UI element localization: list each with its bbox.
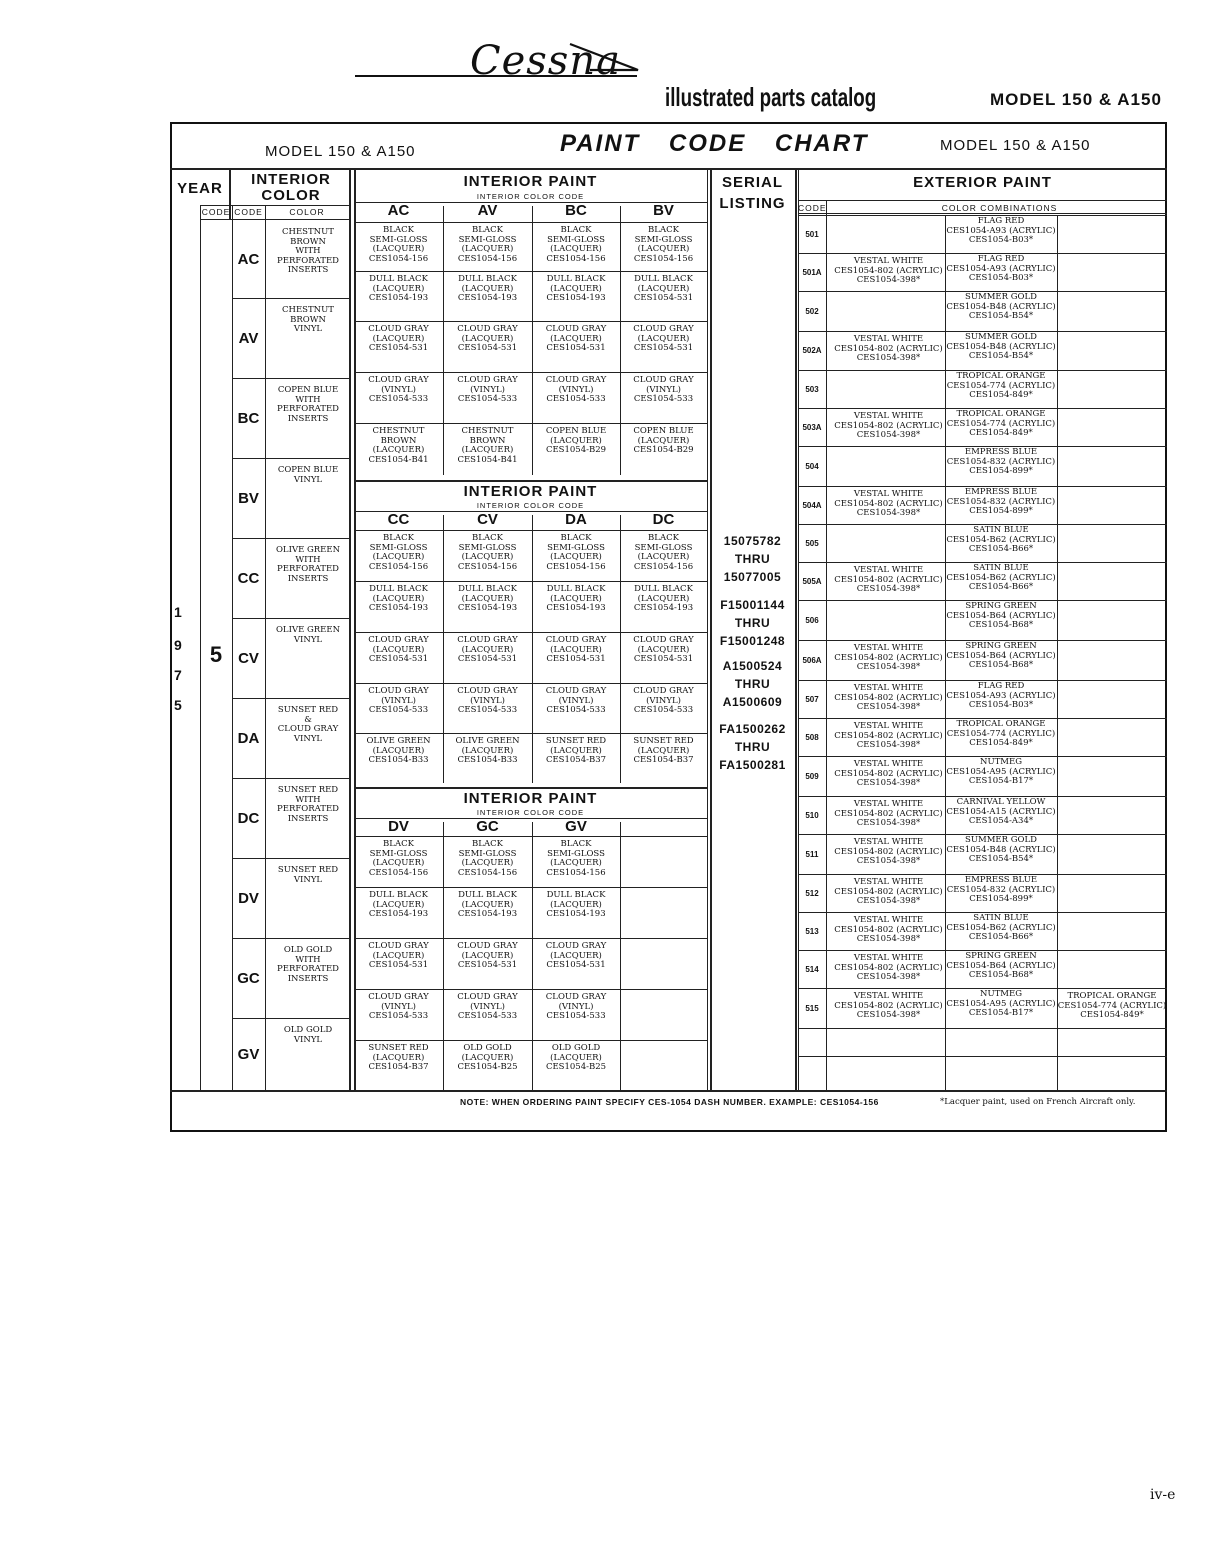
interior-color-label: INTERIOR COLOR <box>251 171 331 204</box>
exterior-color-1: VESTAL WHITE CES1054-802 (ACRYLIC) CES1054-398* <box>834 683 943 712</box>
paint-cell: CLOUD GRAY (LACQUER) CES1054-531 <box>545 324 607 353</box>
interior-color-da: SUNSET RED & CLOUD GRAY VINYL <box>277 705 339 744</box>
exterior-code-501a: 501A <box>802 267 822 277</box>
paint-block-rule <box>354 787 707 789</box>
exterior-sub-rule <box>798 200 1167 201</box>
interior-color-bc: COPEN BLUE WITH PERFORATED INSERTS <box>277 385 339 424</box>
exterior-color-2: SATIN BLUE CES1054-B62 (ACRYLIC) CES1054-B66* <box>946 563 1056 592</box>
exterior-color-2: SUMMER GOLD CES1054-B48 (ACRYLIC) CES1054-B54* <box>946 332 1056 361</box>
paint-row-rule <box>354 632 707 633</box>
paint-block-rule <box>354 480 707 482</box>
paint-cell: DULL BLACK (LACQUER) CES1054-193 <box>457 274 518 303</box>
year-sub-rule <box>200 205 349 206</box>
exterior-color-2: EMPRESS BLUE CES1054-832 (ACRYLIC) CES1054-899* <box>946 487 1056 516</box>
paint-cell: CLOUD GRAY (VINYL) CES1054-533 <box>545 992 607 1021</box>
interior-color-code-label-2: INTERIOR COLOR CODE <box>476 501 585 510</box>
exterior-code-505: 505 <box>805 538 819 548</box>
exterior-code-503a: 503A <box>802 422 822 432</box>
paint-cell: CLOUD GRAY (LACQUER) CES1054-531 <box>545 635 607 664</box>
paint-cell: DULL BLACK (LACQUER) CES1054-193 <box>457 584 518 613</box>
chart-model-right: MODEL 150 & A150 <box>940 137 1091 154</box>
exterior-code-503: 503 <box>805 384 819 394</box>
paint-cell: CLOUD GRAY (VINYL) CES1054-533 <box>457 686 518 715</box>
paint-code-da: DA <box>565 511 587 528</box>
paint-cell: CLOUD GRAY (LACQUER) CES1054-531 <box>457 324 518 353</box>
serial-listing-label: SERIAL LISTING <box>719 174 786 212</box>
exterior-color-2: NUTMEG CES1054-A95 (ACRYLIC) CES1054-B17* <box>946 757 1056 786</box>
paint-cell: DULL BLACK (LACQUER) CES1054-193 <box>546 584 606 613</box>
exterior-row-rule <box>798 1028 1167 1029</box>
exterior-color-2: TROPICAL ORANGE CES1054-774 (ACRYLIC) CES1054-849* <box>946 719 1056 748</box>
exterior-color-2: SPRING GREEN CES1054-B64 (ACRYLIC) CES1054-B68* <box>946 601 1056 630</box>
exterior-code-511: 511 <box>805 849 819 859</box>
paint-cell: CLOUD GRAY (VINYL) CES1054-533 <box>545 375 607 404</box>
exterior-code-512: 512 <box>805 888 819 898</box>
paint-cell: DULL BLACK (LACQUER) CES1054-193 <box>368 584 429 613</box>
exterior-color-1: VESTAL WHITE CES1054-802 (ACRYLIC) CES1054-398* <box>834 877 943 906</box>
paint-cell: OLD GOLD (LACQUER) CES1054-B25 <box>545 1043 607 1072</box>
paint-cell: DULL BLACK (LACQUER) CES1054-193 <box>368 274 429 303</box>
paint-cell: DULL BLACK (LACQUER) CES1054-193 <box>546 890 606 919</box>
exterior-color-2: SUMMER GOLD CES1054-B48 (ACRYLIC) CES1054-B54* <box>946 292 1056 321</box>
paint-cell: BLACK SEMI-GLOSS (LACQUER) CES1054-156 <box>546 839 606 878</box>
paint-cell: CLOUD GRAY (VINYL) CES1054-533 <box>368 992 429 1021</box>
paint-cell: COPEN BLUE (LACQUER) CES1054-B29 <box>633 426 694 455</box>
paint-col-rule <box>620 822 621 1090</box>
chart-model-left: MODEL 150 & A150 <box>265 143 416 160</box>
paint-cell: CHESTNUT BROWN (LACQUER) CES1054-B41 <box>368 426 429 465</box>
interior-color-ac: CHESTNUT BROWN WITH PERFORATED INSERTS <box>277 227 339 275</box>
exterior-color-1: VESTAL WHITE CES1054-802 (ACRYLIC) CES1054-398* <box>834 953 943 982</box>
paint-code-dc: DC <box>652 511 675 528</box>
exterior-code-502a: 502A <box>802 346 822 355</box>
year-digit: 7 <box>174 667 182 683</box>
serial-range-1: 15075782 THRU 15077005 <box>723 534 782 584</box>
exterior-code-509: 509 <box>805 771 819 781</box>
interior-paint-label-3: INTERIOR PAINT <box>463 790 598 807</box>
paint-row-rule <box>354 1040 707 1041</box>
paint-row-rule <box>354 530 707 531</box>
exterior-color-2: FLAG RED CES1054-A93 (ACRYLIC) CES1054-B03* <box>946 254 1056 283</box>
paint-cell: BLACK SEMI-GLOSS (LACQUER) CES1054-156 <box>457 225 518 264</box>
serial-range-3: A1500524 THRU A1500609 <box>722 659 783 709</box>
year-sub-rule-bottom <box>200 219 349 220</box>
paint-cell: DULL BLACK (LACQUER) CES1054-193 <box>546 274 606 303</box>
paint-row-rule <box>354 581 707 582</box>
paint-cell: CLOUD GRAY (VINYL) CES1054-533 <box>368 375 429 404</box>
paint-row-rule <box>354 321 707 322</box>
year-digit: 5 <box>174 697 182 713</box>
exterior-color-1: VESTAL WHITE CES1054-802 (ACRYLIC) CES1054-398* <box>834 334 943 363</box>
exterior-color-2: CARNIVAL YELLOW CES1054-A15 (ACRYLIC) CES1054-A34* <box>946 797 1056 826</box>
serial-left-inner <box>707 168 708 1090</box>
paint-row-rule <box>354 271 707 272</box>
paint-cell: DULL BLACK (LACQUER) CES1054-193 <box>633 584 694 613</box>
interior-code-dv: DV <box>238 889 259 907</box>
paint-cell: BLACK SEMI-GLOSS (LACQUER) CES1054-156 <box>546 225 606 264</box>
paint-row-rule <box>354 423 707 424</box>
paint-cell: COPEN BLUE (LACQUER) CES1054-B29 <box>545 426 607 455</box>
paint-cell: SUNSET RED (LACQUER) CES1054-B37 <box>545 736 607 765</box>
paint-row-rule <box>354 222 707 223</box>
paint-cell: BLACK SEMI-GLOSS (LACQUER) CES1054-156 <box>457 533 518 572</box>
exterior-color-1: VESTAL WHITE CES1054-802 (ACRYLIC) CES1054-398* <box>834 256 943 285</box>
paint-code-cc: CC <box>387 511 410 528</box>
paint-cell: CLOUD GRAY (LACQUER) CES1054-531 <box>368 941 429 970</box>
interior-color-av: CHESTNUT BROWN VINYL <box>282 305 334 334</box>
exterior-code-504: 504 <box>805 461 819 471</box>
paint-row-rule <box>354 372 707 373</box>
exterior-color-2: TROPICAL ORANGE CES1054-774 (ACRYLIC) CES1054-849* <box>946 371 1056 400</box>
exterior-code-505a: 505A <box>802 576 822 586</box>
paint-cell: SUNSET RED (LACQUER) CES1054-B37 <box>633 736 694 765</box>
paint-cell: CLOUD GRAY (VINYL) CES1054-533 <box>633 686 694 715</box>
paint-cell: CLOUD GRAY (VINYL) CES1054-533 <box>633 375 694 404</box>
paint-cell: OLIVE GREEN (LACQUER) CES1054-B33 <box>366 736 431 765</box>
interior-code-gc: GC <box>237 969 260 987</box>
paint-row-rule <box>354 938 707 939</box>
interior-code-gv: GV <box>237 1045 260 1063</box>
header-divider <box>170 168 1167 170</box>
exterior-color-2: SATIN BLUE CES1054-B62 (ACRYLIC) CES1054-B66* <box>946 525 1056 554</box>
exterior-color-1: VESTAL WHITE CES1054-802 (ACRYLIC) CES1054-398* <box>834 643 943 672</box>
exterior-code-513: 513 <box>805 926 819 936</box>
paint-row-rule <box>354 989 707 990</box>
paint-cell: CLOUD GRAY (LACQUER) CES1054-531 <box>368 324 429 353</box>
interior-code-cv: CV <box>238 649 259 667</box>
paint-cell: BLACK SEMI-GLOSS (LACQUER) CES1054-156 <box>633 533 694 572</box>
paint-cell: CLOUD GRAY (LACQUER) CES1054-531 <box>633 635 694 664</box>
exterior-color-1: VESTAL WHITE CES1054-802 (ACRYLIC) CES1054-398* <box>834 915 943 944</box>
exterior-color-2: EMPRESS BLUE CES1054-832 (ACRYLIC) CES1054-899* <box>946 447 1056 476</box>
chart-title: PAINT CODE CHART <box>560 130 869 157</box>
exterior-code-506: 506 <box>805 615 819 625</box>
exterior-code-515: 515 <box>805 1003 819 1013</box>
paint-cell: CLOUD GRAY (LACQUER) CES1054-531 <box>457 941 518 970</box>
exterior-color-2: NUTMEG CES1054-A95 (ACRYLIC) CES1054-B17* <box>946 989 1056 1018</box>
interior-code-da: DA <box>237 729 260 747</box>
interior-code-cc: CC <box>237 569 260 587</box>
exterior-color-2: SPRING GREEN CES1054-B64 (ACRYLIC) CES1054-B68* <box>946 951 1056 980</box>
exterior-color-1: VESTAL WHITE CES1054-802 (ACRYLIC) CES1054-398* <box>834 991 943 1020</box>
paint-cell: OLD GOLD (LACQUER) CES1054-B25 <box>457 1043 518 1072</box>
cessna-logo: Cessna <box>470 38 621 84</box>
lacquer-footnote: *Lacquer paint, used on French Aircraft only. <box>940 1097 1136 1107</box>
exterior-code-508: 508 <box>805 732 819 742</box>
interior-code-label: CODE <box>234 207 263 217</box>
exterior-color-1: VESTAL WHITE CES1054-802 (ACRYLIC) CES1054-398* <box>834 837 943 866</box>
paint-code-gv: GV <box>565 818 587 835</box>
paint-code-av: AV <box>477 202 498 219</box>
paint-cell: BLACK SEMI-GLOSS (LACQUER) CES1054-156 <box>368 533 429 572</box>
paint-cell: SUNSET RED (LACQUER) CES1054-B37 <box>368 1043 429 1072</box>
exterior-paint-label: EXTERIOR PAINT <box>913 174 1052 191</box>
paint-row-rule <box>354 887 707 888</box>
interior-color-dc: SUNSET RED WITH PERFORATED INSERTS <box>277 785 339 824</box>
year-code-label: CODE <box>201 207 231 217</box>
paint-cell: CLOUD GRAY (VINYL) CES1054-533 <box>457 992 518 1021</box>
page-number: iv-e <box>1150 1487 1176 1503</box>
interior-paint-label-2: INTERIOR PAINT <box>463 483 598 500</box>
interior-color-gc: OLD GOLD WITH PERFORATED INSERTS <box>277 945 339 984</box>
exterior-color-1: VESTAL WHITE CES1054-802 (ACRYLIC) CES1054-398* <box>834 759 943 788</box>
exterior-color-2: EMPRESS BLUE CES1054-832 (ACRYLIC) CES1054-899* <box>946 875 1056 904</box>
year-code: 5 <box>209 642 223 667</box>
exterior-code-507: 507 <box>805 694 819 704</box>
paint-cell: CLOUD GRAY (VINYL) CES1054-533 <box>545 686 607 715</box>
paint-cell: CLOUD GRAY (LACQUER) CES1054-531 <box>457 635 518 664</box>
paint-cell: CLOUD GRAY (LACQUER) CES1054-531 <box>633 324 694 353</box>
paint-code-bv: BV <box>653 202 674 219</box>
exterior-code-514: 514 <box>805 964 819 974</box>
exterior-color-1: VESTAL WHITE CES1054-802 (ACRYLIC) CES1054-398* <box>834 411 943 440</box>
interior-color-bv: COPEN BLUE VINYL <box>277 465 339 485</box>
exterior-color-2: SUMMER GOLD CES1054-B48 (ACRYLIC) CES1054-B54* <box>946 835 1056 864</box>
year-label: YEAR <box>177 180 223 197</box>
paint-cell: CHESTNUT BROWN (LACQUER) CES1054-B41 <box>457 426 518 465</box>
exterior-code-label: CODE <box>798 203 827 213</box>
interior-color-cv: OLIVE GREEN VINYL <box>275 625 341 645</box>
exterior-color-3: TROPICAL ORANGE CES1054-774 (ACRYLIC) CES1054-849* <box>1057 991 1167 1020</box>
exterior-color-1: VESTAL WHITE CES1054-802 (ACRYLIC) CES1054-398* <box>834 489 943 518</box>
paint-cell: DULL BLACK (LACQUER) CES1054-193 <box>368 890 429 919</box>
interior-color-dv: SUNSET RED VINYL <box>277 865 339 885</box>
paint-row-rule <box>354 836 707 837</box>
exterior-color-2: FLAG RED CES1054-A93 (ACRYLIC) CES1054-B03* <box>946 681 1056 710</box>
exterior-color-2: SATIN BLUE CES1054-B62 (ACRYLIC) CES1054-B66* <box>946 913 1056 942</box>
interior-color-gv: OLD GOLD VINYL <box>283 1025 333 1045</box>
exterior-code-510: 510 <box>805 810 819 820</box>
exterior-color-2: TROPICAL ORANGE CES1054-774 (ACRYLIC) CES1054-849* <box>946 409 1056 438</box>
catalog-title: illustrated parts catalog <box>665 82 877 112</box>
paint-cell: BLACK SEMI-GLOSS (LACQUER) CES1054-156 <box>546 533 606 572</box>
interior-color-divider <box>265 205 266 1090</box>
interior-color-code-label-3: INTERIOR COLOR CODE <box>476 808 585 817</box>
paint-row-rule <box>354 733 707 734</box>
paint-cell: DULL BLACK (LACQUER) CES1054-193 <box>457 890 518 919</box>
exterior-color-1: VESTAL WHITE CES1054-802 (ACRYLIC) CES1054-398* <box>834 799 943 828</box>
model-heading: MODEL 150 & A150 <box>990 90 1162 109</box>
paint-cell: CLOUD GRAY (LACQUER) CES1054-531 <box>368 635 429 664</box>
exterior-color-1: VESTAL WHITE CES1054-802 (ACRYLIC) CES1054-398* <box>834 565 943 594</box>
interior-code-bc: BC <box>237 409 260 427</box>
year-digit: 1 <box>174 604 182 620</box>
paint-cell: CLOUD GRAY (LACQUER) CES1054-531 <box>545 941 607 970</box>
serial-range-4: FA1500262 THRU FA1500281 <box>719 722 786 772</box>
paint-cell: BLACK SEMI-GLOSS (LACQUER) CES1054-156 <box>633 225 694 264</box>
paint-code-ac: AC <box>387 202 410 219</box>
exterior-code-506a: 506A <box>802 655 822 665</box>
ordering-note: NOTE: WHEN ORDERING PAINT SPECIFY CES-1054 DASH NUMBER. EXAMPLE: CES1054-156 <box>460 1097 879 1107</box>
paint-code-cv: CV <box>477 511 498 528</box>
paint-code-dv: DV <box>388 818 409 835</box>
interior-code-ac: AC <box>237 250 260 268</box>
paint-code-gc: GC <box>476 818 499 835</box>
interior-code-dc: DC <box>237 809 260 827</box>
paint-cell: BLACK SEMI-GLOSS (LACQUER) CES1054-156 <box>457 839 518 878</box>
paint-cell: CLOUD GRAY (VINYL) CES1054-533 <box>457 375 518 404</box>
interior-paint-label-1: INTERIOR PAINT <box>463 173 598 190</box>
footer-divider <box>170 1090 1167 1092</box>
paint-cell: OLIVE GREEN (LACQUER) CES1054-B33 <box>455 736 520 765</box>
exterior-code-504a: 504A <box>802 500 822 510</box>
interior-code-bv: BV <box>238 489 259 507</box>
exterior-color-1: VESTAL WHITE CES1054-802 (ACRYLIC) CES1054-398* <box>834 721 943 750</box>
exterior-color-2: SPRING GREEN CES1054-B64 (ACRYLIC) CES1054-B68* <box>946 641 1056 670</box>
paint-cell: CLOUD GRAY (VINYL) CES1054-533 <box>368 686 429 715</box>
exterior-sub-rule-bottom <box>798 213 1167 214</box>
paint-cell: BLACK SEMI-GLOSS (LACQUER) CES1054-156 <box>368 839 429 878</box>
interior-code-av: AV <box>238 329 259 347</box>
interior-color-cc: OLIVE GREEN WITH PERFORATED INSERTS <box>275 545 341 584</box>
paint-cell: BLACK SEMI-GLOSS (LACQUER) CES1054-156 <box>368 225 429 264</box>
serial-right-border <box>795 168 797 1090</box>
serial-range-2: F15001144 THRU F15001248 <box>719 598 786 648</box>
exterior-color-2: FLAG RED CES1054-A93 (ACRYLIC) CES1054-B03* <box>946 216 1056 245</box>
exterior-code-502: 502 <box>805 306 819 316</box>
interior-color-right-border <box>349 168 351 1090</box>
paint-code-bc: BC <box>565 202 587 219</box>
paint-cell: DULL BLACK (LACQUER) CES1054-531 <box>633 274 694 303</box>
exterior-row-rule <box>798 1056 1167 1057</box>
exterior-code-divider <box>826 200 827 1090</box>
exterior-col3-divider <box>1057 215 1058 1090</box>
color-combinations-label: COLOR COMBINATIONS <box>941 203 1058 213</box>
interior-color-col-label: COLOR <box>289 207 325 217</box>
year-digit: 9 <box>174 637 182 653</box>
paint-row-rule <box>354 683 707 684</box>
interior-color-code-label-1: INTERIOR COLOR CODE <box>476 192 585 201</box>
exterior-code-501: 501 <box>805 229 819 239</box>
